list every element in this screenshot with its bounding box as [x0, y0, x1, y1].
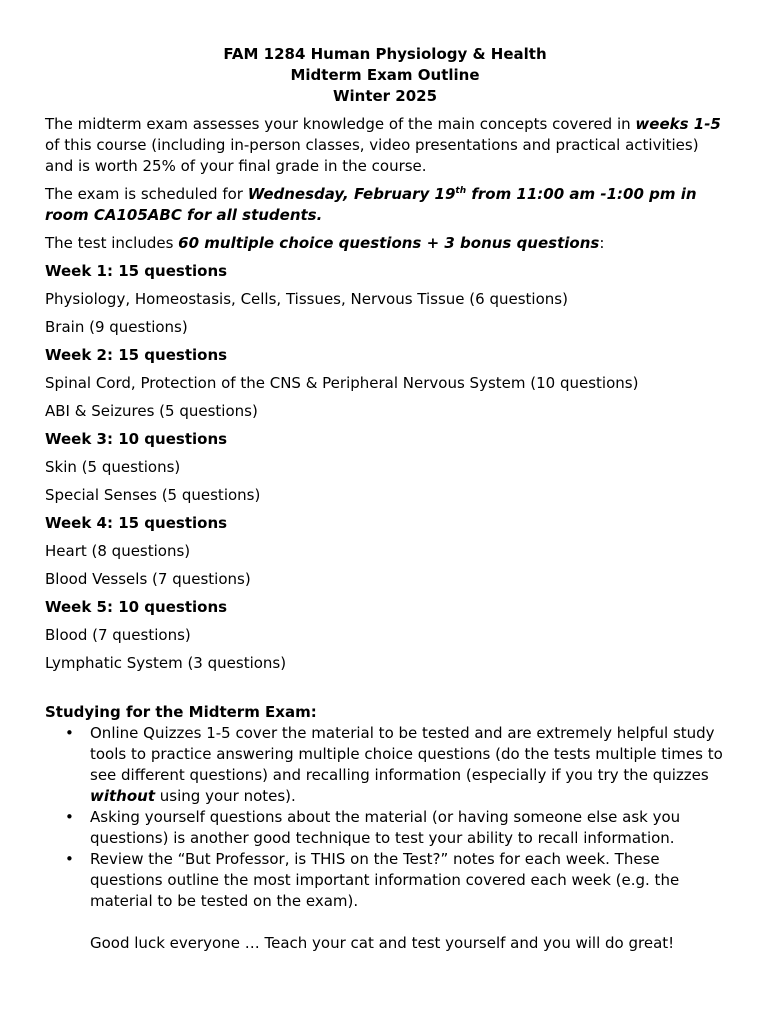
- list-item: [45, 723, 725, 807]
- week-4-section: [45, 513, 725, 590]
- test-includes-paragraph: [45, 233, 725, 254]
- week-topic: ABI & Seizures (5 questions): [45, 402, 258, 420]
- schedule-paragraph: [45, 184, 725, 226]
- list-item: [45, 849, 725, 912]
- week-heading: Week 4: 15 questions: [45, 514, 228, 532]
- week-2-section: [45, 345, 725, 422]
- closing-message: Good luck everyone … Teach your cat and test yourself and you will do great!: [90, 934, 675, 952]
- document-title: [45, 44, 725, 107]
- schedule-text: The exam is scheduled for: [45, 185, 248, 203]
- week-topic: Blood Vessels (7 questions): [45, 570, 251, 588]
- week-topic: Brain (9 questions): [45, 318, 188, 336]
- week-heading: Week 3: 10 questions: [45, 430, 228, 448]
- intro-text-end: of this course (including in-person classes, video presentations and practical activities) and is worth 25% of your final grade in the course.: [45, 136, 699, 175]
- outline-title: Midterm Exam Outline: [290, 66, 480, 84]
- course-title: FAM 1284 Human Physiology & Health: [223, 45, 547, 63]
- week-heading: Week 1: 15 questions: [45, 262, 228, 280]
- document-page: [45, 44, 725, 954]
- week-heading: Week 5: 10 questions: [45, 598, 228, 616]
- week-1-section: [45, 261, 725, 338]
- week-topic: Lymphatic System (3 questions): [45, 654, 287, 672]
- schedule-time-room: from 11:00 am -1:00 pm in room CA105ABC for all students.: [45, 185, 697, 224]
- list-item: [45, 807, 725, 849]
- week-topic: Blood (7 questions): [45, 626, 191, 644]
- intro-emphasis: weeks 1-5: [635, 115, 721, 133]
- week-topic: Physiology, Homeostasis, Cells, Tissues, Nervous Tissue (6 questions): [45, 290, 568, 308]
- tip-text: Asking yourself questions about the material (or having someone else ask you questions) is another good technique to test your ability to recall information.: [90, 808, 681, 847]
- week-3-section: [45, 429, 725, 506]
- week-heading: Week 2: 15 questions: [45, 346, 228, 364]
- bullet-icon: •: [65, 808, 74, 826]
- week-topic: Heart (8 questions): [45, 542, 191, 560]
- schedule-date-text: Wednesday, February 19: [247, 185, 456, 203]
- week-topic: Special Senses (5 questions): [45, 486, 261, 504]
- week-topic: Spinal Cord, Protection of the CNS & Peripheral Nervous System (10 questions): [45, 374, 639, 392]
- question-count: 60 multiple choice questions + 3 bonus questions: [178, 234, 600, 252]
- test-includes-text: The test includes: [45, 234, 179, 252]
- spacer: [45, 681, 725, 702]
- bullet-icon: •: [65, 724, 74, 742]
- week-topic: Skin (5 questions): [45, 458, 181, 476]
- tip-emphasis: without: [90, 787, 156, 805]
- week-5-section: [45, 597, 725, 674]
- bullet-icon: •: [65, 850, 74, 868]
- studying-heading: Studying for the Midterm Exam:: [45, 703, 317, 721]
- date-suffix: th: [455, 186, 467, 196]
- colon: :: [599, 234, 605, 252]
- tip-text-end: using your notes).: [155, 787, 296, 805]
- intro-paragraph: [45, 114, 725, 177]
- intro-text: The midterm exam assesses your knowledge of the main concepts covered in: [45, 115, 636, 133]
- tip-text: Online Quizzes 1-5 cover the material to be tested and are extremely helpful study tools to practice answering multiple choice questions (do the tests multiple times to see different questions) and recalling information (especially if you try the quizzes: [90, 724, 723, 784]
- term-title: Winter 2025: [332, 87, 438, 105]
- study-tips-list: [45, 723, 725, 912]
- tip-text: Review the “But Professor, is THIS on the Test?” notes for each week. These questions outline the most important information covered each week (e.g. the material to be tested on the exam).: [90, 850, 680, 910]
